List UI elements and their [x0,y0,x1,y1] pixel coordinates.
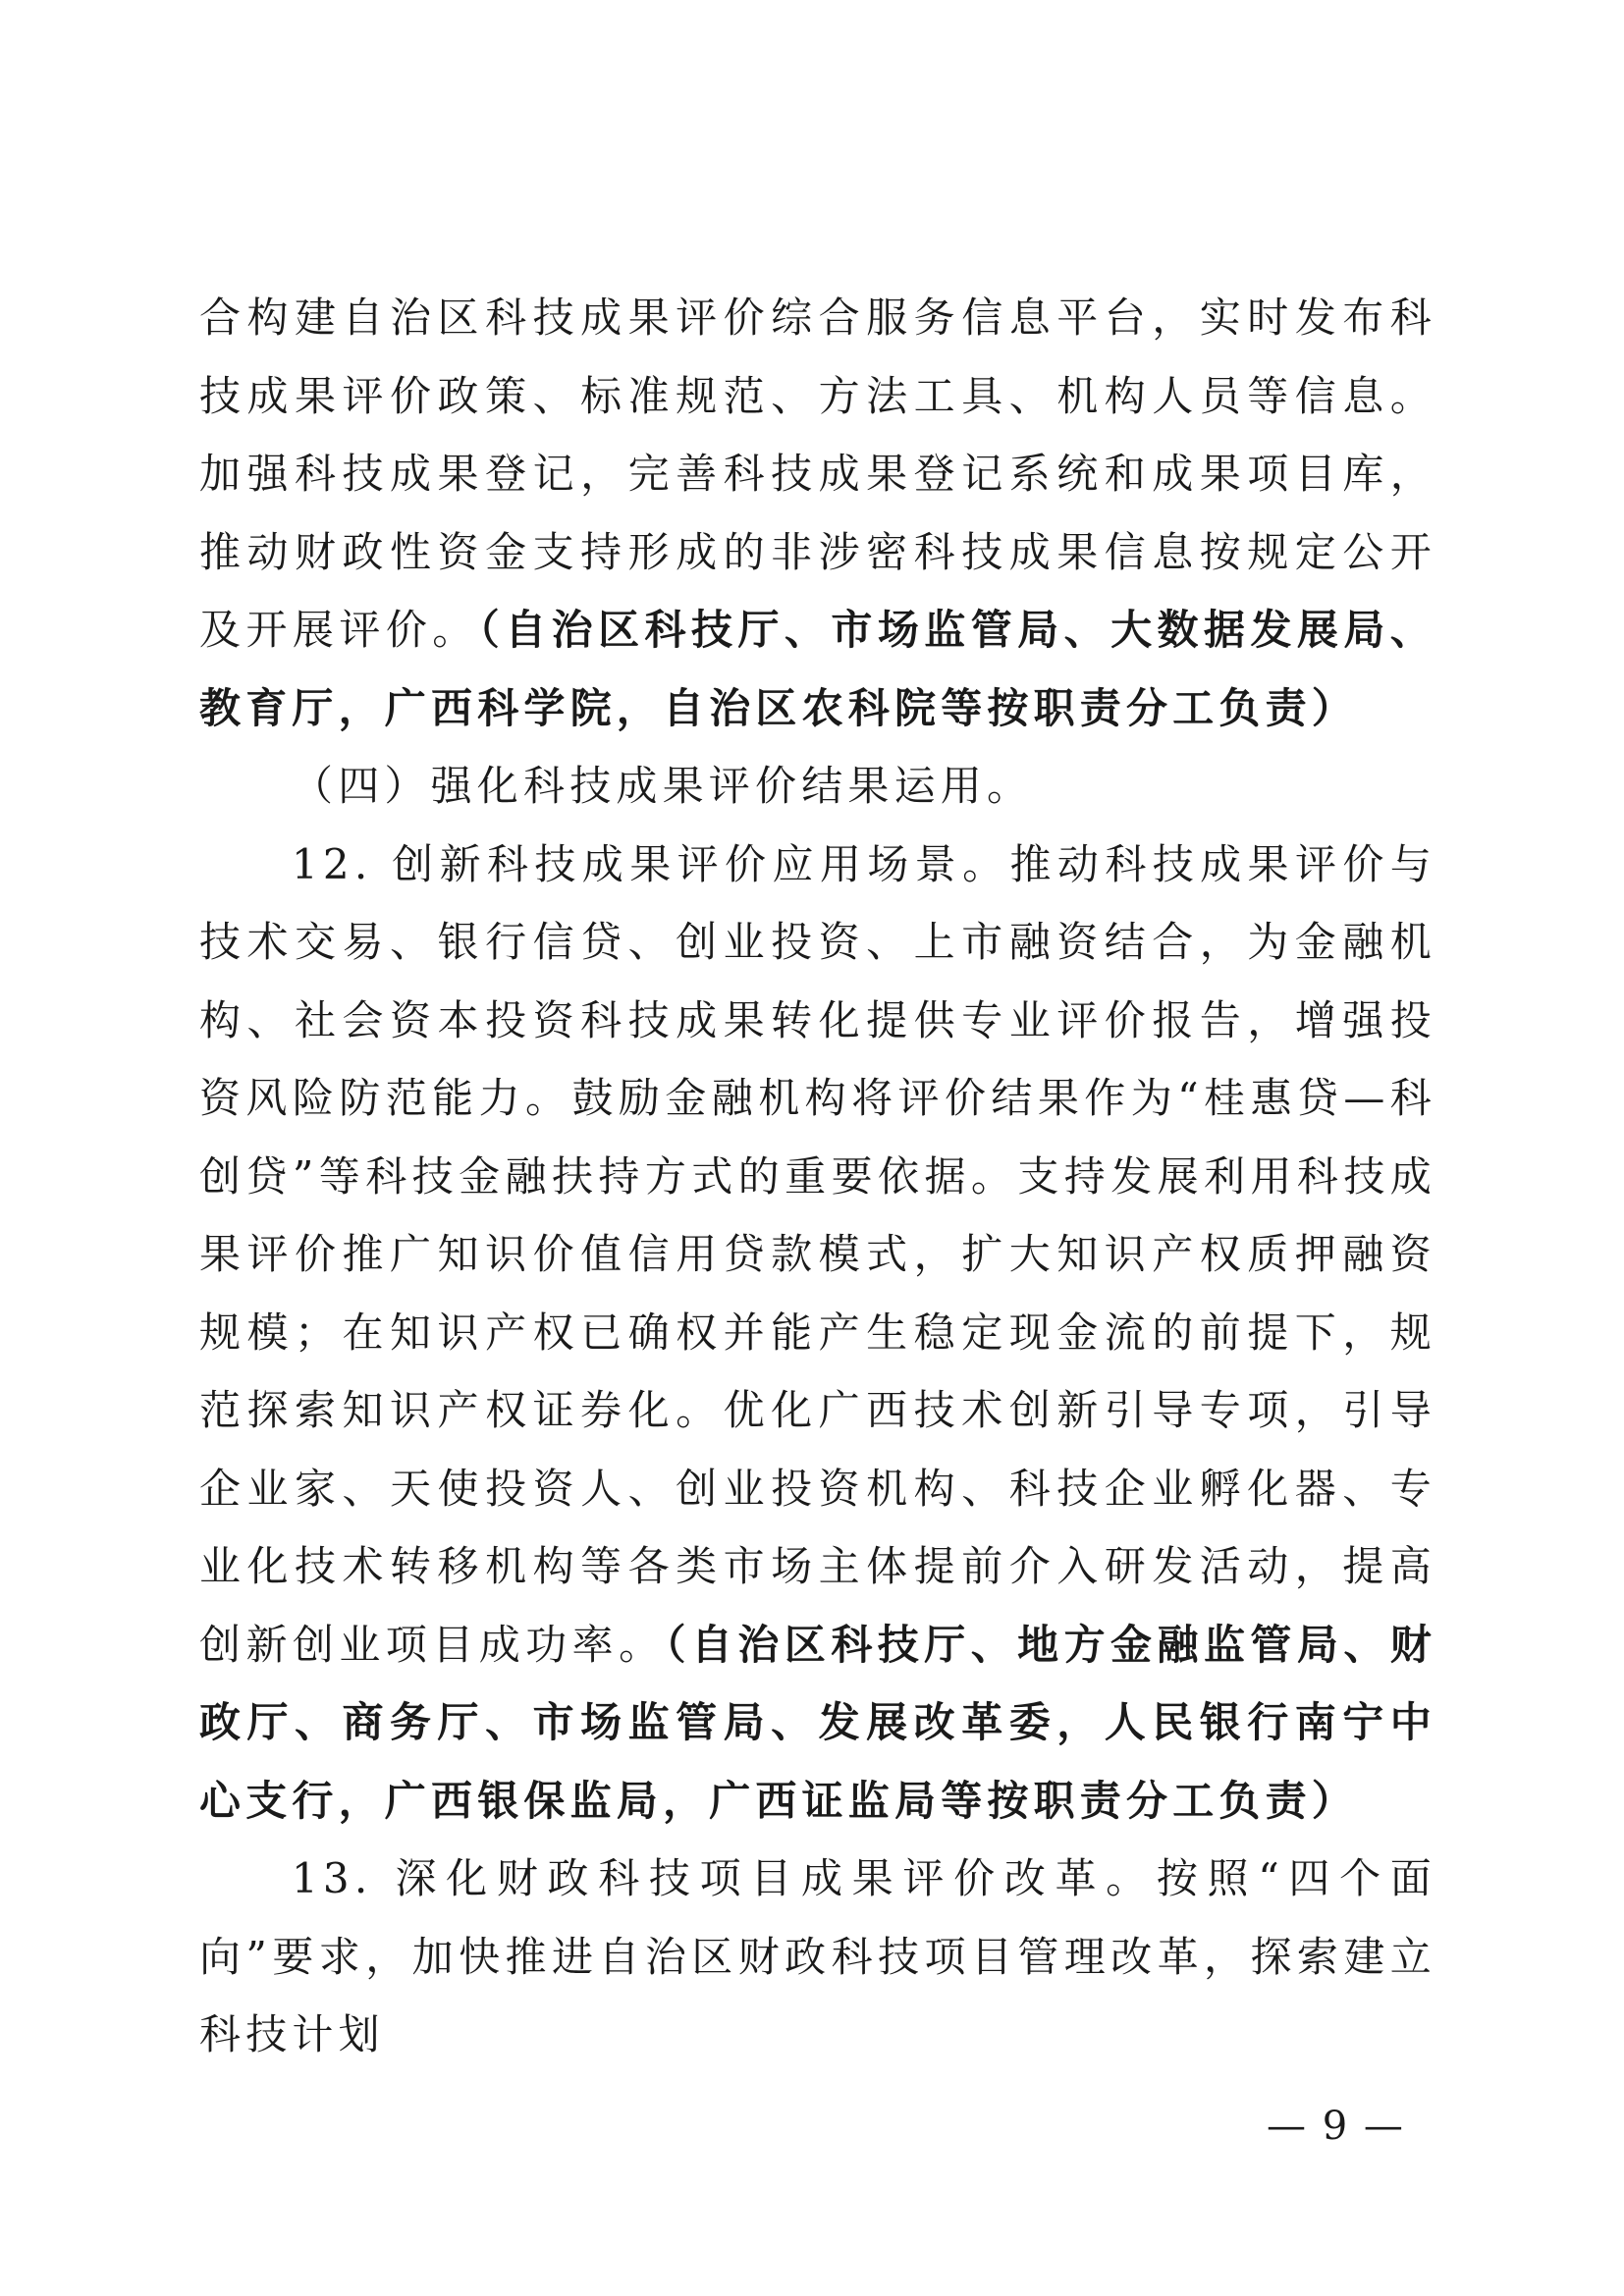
document-body [199,279,1436,2074]
section-heading: （四）强化科技成果评价结果运用。 [292,762,1034,810]
item-12-paragraph [199,826,1436,1841]
paragraph-platform [199,279,1436,747]
responsibility-note: （自治区科技厅、市场监管局、大数据发展局、教育厅，广西科学院，自治区农科院等按职责分工负责） [199,606,1437,732]
paragraph-text: 合构建自治区科技成果评价综合服务信息平台，实时发布科技成果评价政策、标准规范、方法工具、机构人员等信息。加强科技成果登记，完善科技成果登记系统和成果项目库，推动财政性资金支持形成的非涉密科技成果信息按规定公开及开展评价。 [199,294,1436,654]
responsibility-note: （自治区科技厅、地方金融监管局、财政厅、商务厅、市场监管局、发展改革委，人民银行南宁中心支行，广西银保监局，广西证监局等按职责分工负责） [199,1620,1436,1825]
page-number: — 9 — [1267,2104,1405,2149]
paragraph-text: 13. 深化财政科技项目成果评价改革。按照“四个面向”要求，加快推进自治区财政科技项目管理改革，探索建立科技计划 [199,1854,1436,2058]
item-13-paragraph [199,1840,1436,2074]
paragraph-text: 12. 创新科技成果评价应用场景。推动科技成果评价与技术交易、银行信贷、创业投资、上市融资结合，为金融机构、社会资本投资科技成果转化提供专业评价报告，增强投资风险防范能力。鼓励金融机构将评价结果作为“桂惠贷—科创贷”等科技金融扶持方式的重要依据。支持发展利用科技成果评价推广知识价值信用贷款模式，扩大知识产权质押融资规模；在知识产权已确权并能产生稳定现金流的前提下，规范探索知识产权证券化。优化广西技术创新引导专项，引导企业家、天使投资人、创业投资机构、科技企业孵化器、专业化技术转移机构等各类市场主体提前介入研发活动，提高创新创业项目成功率。 [199,839,1436,1669]
